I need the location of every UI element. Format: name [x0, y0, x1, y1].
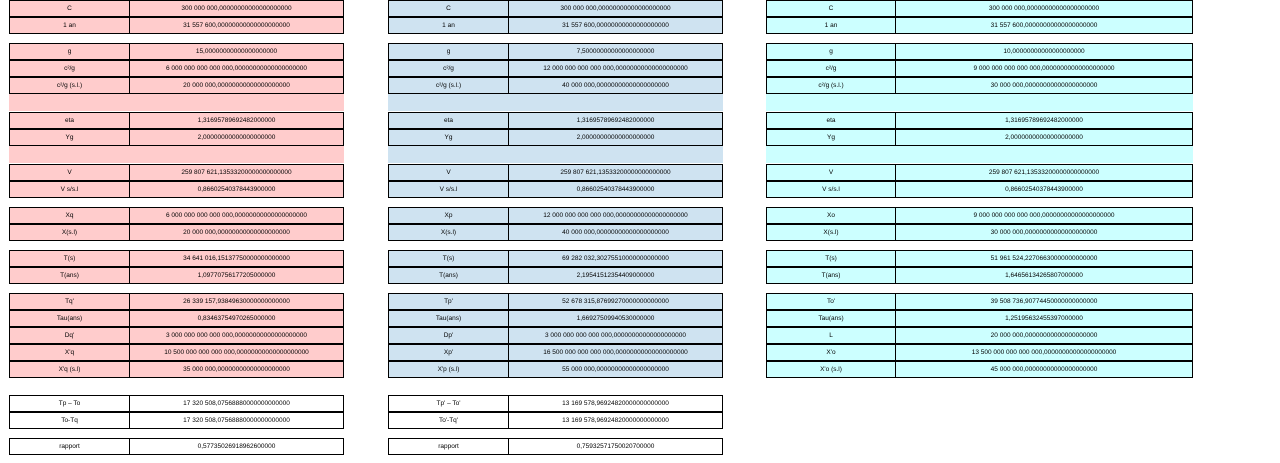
label-cell[interactable]: 1 an: [9, 17, 129, 34]
label-cell[interactable]: T(ans): [9, 267, 129, 284]
value-cell[interactable]: 1,31695789692482000000: [129, 112, 344, 129]
row-yg: [9, 129, 344, 146]
value-cell[interactable]: 26 339 157,93849630000000000000: [129, 293, 344, 310]
value-cell[interactable]: 13 169 578,96924820000000000000: [508, 395, 723, 412]
value-cell[interactable]: 52 678 315,87699270000000000000: [508, 293, 723, 310]
label-cell[interactable]: X'q (s.l): [9, 361, 129, 378]
row-tans: [766, 267, 1193, 284]
row-tans: [388, 267, 723, 284]
label-cell[interactable]: Xq: [9, 207, 129, 224]
row-v-sl: [766, 181, 1193, 198]
label-cell[interactable]: c²/g: [388, 60, 508, 77]
row-c: [766, 0, 1193, 17]
value-cell[interactable]: 0,83463754970265000000: [129, 310, 344, 327]
label-cell[interactable]: Dq': [9, 327, 129, 344]
value-cell[interactable]: 10 500 000 000 000 000,00000000000000000000: [129, 344, 344, 361]
label-cell[interactable]: V: [9, 164, 129, 181]
value-cell[interactable]: 17 320 508,07568880000000000000: [129, 412, 344, 429]
row-eta: [766, 112, 1193, 129]
value-cell[interactable]: 1,25195632455397000000: [895, 310, 1193, 327]
label-cell[interactable]: c²/g (s.l.): [766, 77, 895, 94]
label-cell[interactable]: c²/g (s.l.): [9, 77, 129, 94]
value-cell[interactable]: 1,66927509940530000000: [508, 310, 723, 327]
value-cell[interactable]: 16 500 000 000 000 000,00000000000000000000: [508, 344, 723, 361]
row-d: [9, 327, 344, 344]
label-cell[interactable]: To-Tq: [9, 412, 129, 429]
value-cell[interactable]: 0,86602540378443900000: [129, 181, 344, 198]
value-cell[interactable]: 7,50000000000000000000: [508, 43, 723, 60]
value-cell[interactable]: 20 000 000,00000000000000000000: [129, 224, 344, 241]
label-cell[interactable]: eta: [9, 112, 129, 129]
value-cell[interactable]: 31 557 600,00000000000000000000: [508, 17, 723, 34]
row-diff-1: [9, 395, 344, 412]
value-cell[interactable]: 2,00000000000000000000: [508, 129, 723, 146]
label-cell[interactable]: Tq': [9, 293, 129, 310]
value-cell[interactable]: 20 000 000,00000000000000000000: [895, 327, 1193, 344]
value-cell[interactable]: 259 807 621,13533200000000000000: [508, 164, 723, 181]
label-cell[interactable]: V s/s.l: [9, 181, 129, 198]
label-cell[interactable]: c²/g: [9, 60, 129, 77]
row-c2g-sl: [9, 77, 344, 94]
label-cell[interactable]: C: [388, 0, 508, 17]
row-xprime: [766, 344, 1193, 361]
row-v: [9, 164, 344, 181]
row-tau: [766, 310, 1193, 327]
row-tprime: [766, 293, 1193, 310]
value-cell[interactable]: 1,31695789692482000000: [895, 112, 1193, 129]
value-cell[interactable]: 2,00000000000000000000: [895, 129, 1193, 146]
label-cell[interactable]: Tp': [388, 293, 508, 310]
label-cell[interactable]: Yg: [388, 129, 508, 146]
label-cell[interactable]: X'p (s.l): [388, 361, 508, 378]
value-cell[interactable]: 0,86602540378443900000: [508, 181, 723, 198]
label-cell[interactable]: T(s): [9, 250, 129, 267]
label-cell[interactable]: T(s): [388, 250, 508, 267]
value-cell[interactable]: 10,00000000000000000000: [895, 43, 1193, 60]
label-cell[interactable]: L: [766, 327, 895, 344]
value-cell[interactable]: 13 500 000 000 000 000,00000000000000000000: [895, 344, 1193, 361]
label-cell[interactable]: eta: [766, 112, 895, 129]
value-cell[interactable]: 55 000 000,00000000000000000000: [508, 361, 723, 378]
label-cell[interactable]: Yg: [766, 129, 895, 146]
row-diff-1: [388, 395, 723, 412]
row-x: [388, 207, 723, 224]
label-cell[interactable]: c²/g: [766, 60, 895, 77]
value-cell[interactable]: 259 807 621,13533200000000000000: [895, 164, 1193, 181]
row-yg: [766, 129, 1193, 146]
value-cell[interactable]: 3 000 000 000 000 000,00000000000000000000: [129, 327, 344, 344]
value-cell[interactable]: 1,31695789692482000000: [508, 112, 723, 129]
label-cell[interactable]: Xp: [388, 207, 508, 224]
value-cell[interactable]: 20 000 000,00000000000000000000: [129, 77, 344, 94]
row-1an: [9, 17, 344, 34]
value-cell[interactable]: 259 807 621,13533200000000000000: [129, 164, 344, 181]
row-tans: [9, 267, 344, 284]
value-cell[interactable]: 34 641 016,15137750000000000000: [129, 250, 344, 267]
label-cell[interactable]: c²/g (s.l.): [388, 77, 508, 94]
row-xprime: [388, 344, 723, 361]
label-cell[interactable]: Xp': [388, 344, 508, 361]
value-cell[interactable]: 9 000 000 000 000 000,00000000000000000000: [895, 207, 1193, 224]
value-cell[interactable]: 300 000 000,00000000000000000000: [508, 0, 723, 17]
label-cell[interactable]: rapport: [388, 438, 508, 455]
value-cell[interactable]: 45 000 000,00000000000000000000: [895, 361, 1193, 378]
value-cell[interactable]: 6 000 000 000 000 000,00000000000000000000: [129, 207, 344, 224]
label-cell[interactable]: 1 an: [766, 17, 895, 34]
value-cell[interactable]: 12 000 000 000 000 000,00000000000000000000: [508, 207, 723, 224]
label-cell[interactable]: V s/s.l: [388, 181, 508, 198]
label-cell[interactable]: X'q: [9, 344, 129, 361]
value-cell[interactable]: 69 282 032,30275510000000000000: [508, 250, 723, 267]
row-xprime-sl: [388, 361, 723, 378]
value-cell[interactable]: 300 000 000,00000000000000000000: [895, 0, 1193, 17]
row-g: [766, 43, 1193, 60]
value-cell[interactable]: 2,19541512354409000000: [508, 267, 723, 284]
label-cell[interactable]: X(s.l): [9, 224, 129, 241]
row-l: [766, 327, 1193, 344]
label-cell[interactable]: T(ans): [388, 267, 508, 284]
row-yg: [388, 129, 723, 146]
value-cell[interactable]: 0,86602540378443900000: [895, 181, 1193, 198]
label-cell[interactable]: C: [766, 0, 895, 17]
label-cell[interactable]: T(ans): [766, 267, 895, 284]
label-cell[interactable]: Tau(ans): [388, 310, 508, 327]
row-rapport: [9, 438, 344, 455]
value-cell[interactable]: 9 000 000 000 000 000,00000000000000000000: [895, 60, 1193, 77]
row-v: [766, 164, 1193, 181]
row-x-sl: [9, 224, 344, 241]
row-c2g-sl: [388, 77, 723, 94]
row-x-sl: [388, 224, 723, 241]
label-cell[interactable]: Tau(ans): [766, 310, 895, 327]
label-cell[interactable]: Xo: [766, 207, 895, 224]
label-cell[interactable]: eta: [388, 112, 508, 129]
label-cell[interactable]: X(s.l): [388, 224, 508, 241]
label-cell[interactable]: Tau(ans): [9, 310, 129, 327]
row-ts: [766, 250, 1193, 267]
row-g: [9, 43, 344, 60]
value-cell[interactable]: 1,64656134265807000000: [895, 267, 1193, 284]
label-cell[interactable]: Tp – To: [9, 395, 129, 412]
row-tprime: [9, 293, 344, 310]
label-cell[interactable]: V s/s.l: [766, 181, 895, 198]
row-x: [766, 207, 1193, 224]
row-eta: [9, 112, 344, 129]
row-v: [388, 164, 723, 181]
row-eta: [388, 112, 723, 129]
value-cell[interactable]: 40 000 000,00000000000000000000: [508, 77, 723, 94]
label-cell[interactable]: g: [9, 43, 129, 60]
row-x-sl: [766, 224, 1193, 241]
row-1an: [766, 17, 1193, 34]
row-ts: [9, 250, 344, 267]
value-cell[interactable]: 40 000 000,00000000000000000000: [508, 224, 723, 241]
row-ts: [388, 250, 723, 267]
row-c2g-sl: [766, 77, 1193, 94]
label-cell[interactable]: g: [766, 43, 895, 60]
spacer-row: [766, 94, 1193, 111]
label-cell[interactable]: To': [766, 293, 895, 310]
value-cell[interactable]: 35 000 000,00000000000000000000: [129, 361, 344, 378]
row-v-sl: [388, 181, 723, 198]
value-cell[interactable]: 2,00000000000000000000: [129, 129, 344, 146]
row-x: [9, 207, 344, 224]
label-cell[interactable]: To'-Tq': [388, 412, 508, 429]
row-rapport: [388, 438, 723, 455]
value-cell[interactable]: 17 320 508,07568880000000000000: [129, 395, 344, 412]
label-cell[interactable]: Tp' – To': [388, 395, 508, 412]
row-g: [388, 43, 723, 60]
value-cell[interactable]: 31 557 600,00000000000000000000: [895, 17, 1193, 34]
row-1an: [388, 17, 723, 34]
value-cell[interactable]: 15,00000000000000000000: [129, 43, 344, 60]
label-cell[interactable]: Dp': [388, 327, 508, 344]
value-cell[interactable]: 0,57735026918962600000: [129, 438, 344, 455]
spacer-row: [9, 94, 344, 111]
row-c: [388, 0, 723, 17]
label-cell[interactable]: V: [766, 164, 895, 181]
row-tau: [9, 310, 344, 327]
value-cell[interactable]: 300 000 000,00000000000000000000: [129, 0, 344, 17]
label-cell[interactable]: X'o: [766, 344, 895, 361]
row-diff-2: [388, 412, 723, 429]
spacer-row: [766, 146, 1193, 163]
label-cell[interactable]: rapport: [9, 438, 129, 455]
label-cell[interactable]: X(s.l): [766, 224, 895, 241]
row-v-sl: [9, 181, 344, 198]
label-cell[interactable]: V: [388, 164, 508, 181]
row-tau: [388, 310, 723, 327]
row-xprime-sl: [766, 361, 1193, 378]
row-d: [388, 327, 723, 344]
spacer-row: [388, 94, 723, 111]
label-cell[interactable]: X'o (s.l): [766, 361, 895, 378]
value-cell[interactable]: 0,75932571750020700000: [508, 438, 723, 455]
value-cell[interactable]: 6 000 000 000 000 000,00000000000000000000: [129, 60, 344, 77]
row-diff-2: [9, 412, 344, 429]
value-cell[interactable]: 30 000 000,00000000000000000000: [895, 224, 1193, 241]
row-c: [9, 0, 344, 17]
value-cell[interactable]: 1,09770756177205000000: [129, 267, 344, 284]
label-cell[interactable]: g: [388, 43, 508, 60]
row-tprime: [388, 293, 723, 310]
spacer-row: [9, 146, 344, 163]
value-cell[interactable]: 12 000 000 000 000 000,00000000000000000000: [508, 60, 723, 77]
row-c2g: [9, 60, 344, 77]
value-cell[interactable]: 39 508 736,90774450000000000000: [895, 293, 1193, 310]
value-cell[interactable]: 31 557 600,00000000000000000000: [129, 17, 344, 34]
spacer-row: [388, 146, 723, 163]
row-xprime: [9, 344, 344, 361]
value-cell[interactable]: 13 169 578,96924820000000000000: [508, 412, 723, 429]
row-xprime-sl: [9, 361, 344, 378]
value-cell[interactable]: 51 961 524,22706630000000000000: [895, 250, 1193, 267]
label-cell[interactable]: Yg: [9, 129, 129, 146]
value-cell[interactable]: 30 000 000,00000000000000000000: [895, 77, 1193, 94]
label-cell[interactable]: 1 an: [388, 17, 508, 34]
label-cell[interactable]: C: [9, 0, 129, 17]
label-cell[interactable]: T(s): [766, 250, 895, 267]
value-cell[interactable]: 3 000 000 000 000 000,00000000000000000000: [508, 327, 723, 344]
row-c2g: [766, 60, 1193, 77]
row-c2g: [388, 60, 723, 77]
